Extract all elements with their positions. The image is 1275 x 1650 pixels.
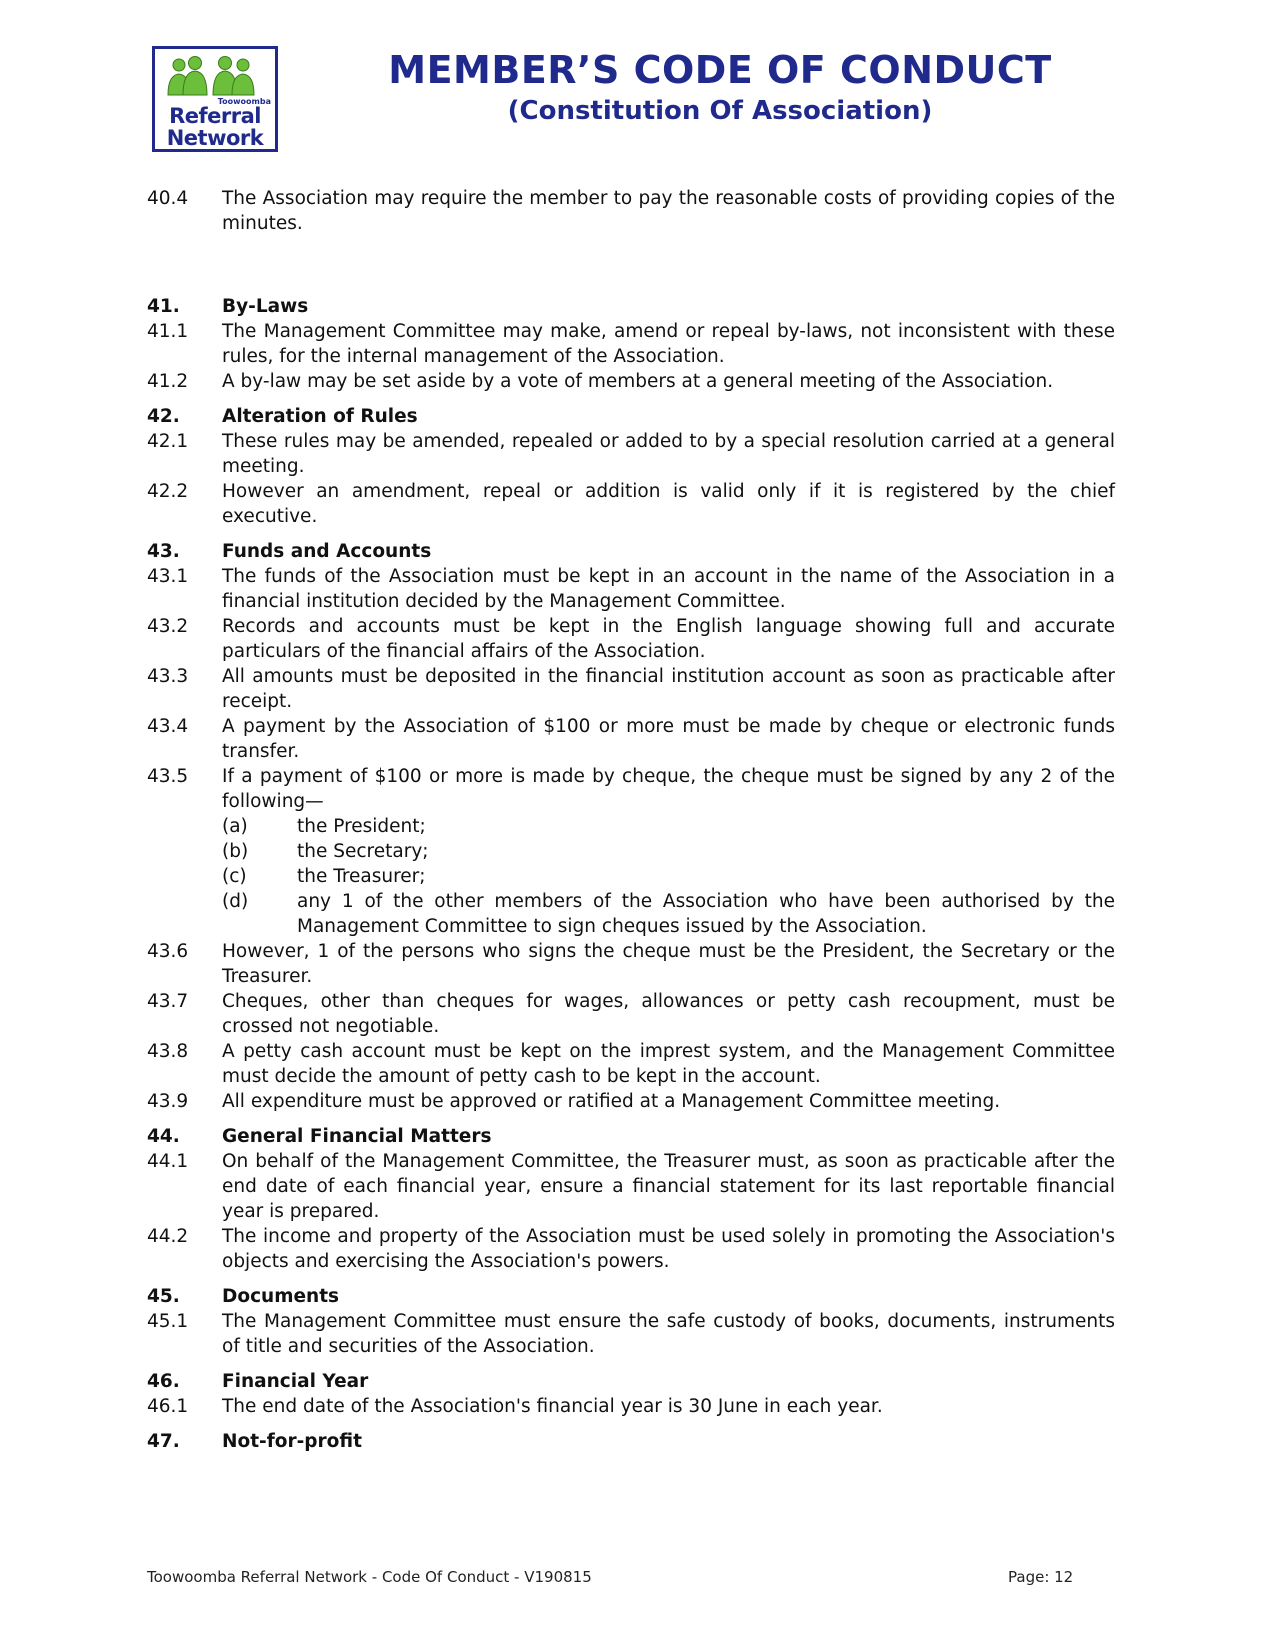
clause-text: The Association may require the member to pay the reasonable costs of providing copies of the minutes.: [222, 188, 1115, 234]
clause-row: [147, 989, 1115, 1039]
clause-row: [147, 714, 1115, 764]
clause-number: 43.5: [147, 766, 189, 787]
clause-number: 43.9: [147, 1091, 189, 1112]
clause-row: [147, 614, 1115, 664]
clause-row: [147, 1224, 1115, 1274]
section-title: By-Laws: [222, 296, 309, 317]
clause-number: 40.4: [147, 188, 189, 209]
logo-line2: Network: [166, 126, 264, 150]
clause-text: However, 1 of the persons who signs the cheque must be the President, the Secretary or the Treasurer.: [222, 941, 1115, 987]
section-number: 44.: [147, 1126, 180, 1147]
clause-row: [147, 186, 1115, 236]
clause-number: 43.1: [147, 566, 189, 587]
footer-document-id: Toowoomba Referral Network - Code Of Conduct - V190815: [147, 1568, 592, 1586]
clause-row: [147, 1039, 1115, 1089]
clause-number: 45.1: [147, 1311, 189, 1332]
clause-number: 46.1: [147, 1396, 189, 1417]
clause-number: 44.1: [147, 1151, 189, 1172]
clause-text: A payment by the Association of $100 or more must be made by cheque or electronic funds transfer.: [222, 716, 1115, 762]
section-heading: [147, 1124, 1115, 1149]
clause-text: Records and accounts must be kept in the English language showing full and accurate particulars of the financial affairs of the Association.: [222, 616, 1115, 662]
document-body: [147, 186, 1115, 1454]
clause-row: [147, 764, 1115, 939]
clause-row: [147, 1394, 1115, 1419]
clause-row: [147, 319, 1115, 369]
sub-clause: [222, 839, 1115, 864]
clause-number: 44.2: [147, 1226, 189, 1247]
sub-clause: [222, 864, 1115, 889]
sub-clause: [222, 814, 1115, 839]
clause-text: On behalf of the Management Committee, the Treasurer must, as soon as practicable after the end date of each financial year, ensure a financial statement for its last reportable financial year is prepared.: [222, 1151, 1115, 1222]
clause-number: 41.2: [147, 371, 189, 392]
clause-text: However an amendment, repeal or addition is valid only if it is registered by the chief executive.: [222, 481, 1115, 527]
clause-text: The income and property of the Association must be used solely in promoting the Association's objects and exercising the Association's powers.: [222, 1226, 1115, 1272]
clause-text: These rules may be amended, repealed or added to by a special resolution carried at a general meeting.: [222, 431, 1115, 477]
clause-text: All expenditure must be approved or ratified at a Management Committee meeting.: [222, 1091, 1001, 1112]
sub-clause-text: any 1 of the other members of the Association who have been authorised by the Management Committee to sign cheques issued by the Association.: [297, 891, 1115, 937]
clause-text: The Management Committee must ensure the safe custody of books, documents, instruments of title and securities of the Association.: [222, 1311, 1115, 1357]
clause-text: The Management Committee may make, amend or repeal by-laws, not inconsistent with these rules, for the internal management of the Association.: [222, 321, 1115, 367]
clause-row: [147, 1149, 1115, 1224]
people-group-icon: [165, 55, 265, 97]
page-subtitle: (Constitution Of Association): [507, 96, 933, 126]
footer-page-number: Page: 12: [1008, 1568, 1074, 1586]
clause-number: 42.2: [147, 481, 189, 502]
clause-text: The end date of the Association's financial year is 30 June in each year.: [222, 1396, 883, 1417]
section-heading: [147, 294, 1115, 319]
section-number: 42.: [147, 406, 180, 427]
section-title: Not-for-profit: [222, 1431, 362, 1452]
section-number: 47.: [147, 1431, 180, 1452]
logo: [152, 46, 278, 152]
section-title: Funds and Accounts: [222, 541, 432, 562]
clause-text: Cheques, other than cheques for wages, allowances or petty cash recoupment, must be crossed not negotiable.: [222, 991, 1115, 1037]
clause-row: [147, 429, 1115, 479]
clause-number: 43.8: [147, 1041, 189, 1062]
clause-row: [147, 1089, 1115, 1114]
clause-text: [222, 764, 1115, 939]
page-title: MEMBER’S CODE OF CONDUCT: [388, 48, 1052, 92]
section-heading: [147, 1429, 1115, 1454]
clause-text: The funds of the Association must be kept in an account in the name of the Association in a financial institution decided by the Management Committee.: [222, 566, 1115, 612]
clause-number: 43.2: [147, 616, 189, 637]
clause-row: [147, 939, 1115, 989]
sub-clause-letter: (a): [222, 816, 248, 837]
clause-number: 41.1: [147, 321, 189, 342]
clause-text: A by-law may be set aside by a vote of members at a general meeting of the Association.: [222, 371, 1054, 392]
sub-clause-letter: (d): [222, 891, 249, 912]
section-title: General Financial Matters: [222, 1126, 492, 1147]
clause-number: 43.7: [147, 991, 189, 1012]
logo-small-text: Toowoomba: [217, 97, 271, 106]
clause-row: [147, 564, 1115, 614]
clause-text: A petty cash account must be kept on the imprest system, and the Management Committee must decide the amount of petty cash to be kept in the account.: [222, 1041, 1115, 1087]
sub-clause-text: the Secretary;: [297, 841, 429, 862]
clause-number: 43.6: [147, 941, 189, 962]
clause-row: [147, 1309, 1115, 1359]
section-title: Financial Year: [222, 1371, 369, 1392]
clause-lead-text: If a payment of $100 or more is made by cheque, the cheque must be signed by any 2 of the following—: [222, 766, 1115, 812]
section-title: Documents: [222, 1286, 340, 1307]
sub-clause-letter: (b): [222, 841, 249, 862]
section-number: 41.: [147, 296, 180, 317]
clause-number: 43.4: [147, 716, 189, 737]
section-heading: [147, 1284, 1115, 1309]
clause-number: 43.3: [147, 666, 189, 687]
clause-row: [147, 664, 1115, 714]
section-number: 43.: [147, 541, 180, 562]
section-heading: [147, 404, 1115, 429]
section-heading: [147, 1369, 1115, 1394]
section-heading: [147, 539, 1115, 564]
sub-clause-text: the Treasurer;: [297, 866, 426, 887]
clause-text: All amounts must be deposited in the financial institution account as soon as practicable after receipt.: [222, 666, 1115, 712]
section-number: 46.: [147, 1371, 180, 1392]
logo-line1: Referral: [169, 104, 261, 128]
clause-row: [147, 369, 1115, 394]
section-title: Alteration of Rules: [222, 406, 418, 427]
sub-clause-letter: (c): [222, 866, 247, 887]
section-number: 45.: [147, 1286, 180, 1307]
clause-number: 42.1: [147, 431, 189, 452]
sub-clause-text: the President;: [297, 816, 426, 837]
sub-clause: [222, 889, 1115, 939]
clause-row: [147, 479, 1115, 529]
